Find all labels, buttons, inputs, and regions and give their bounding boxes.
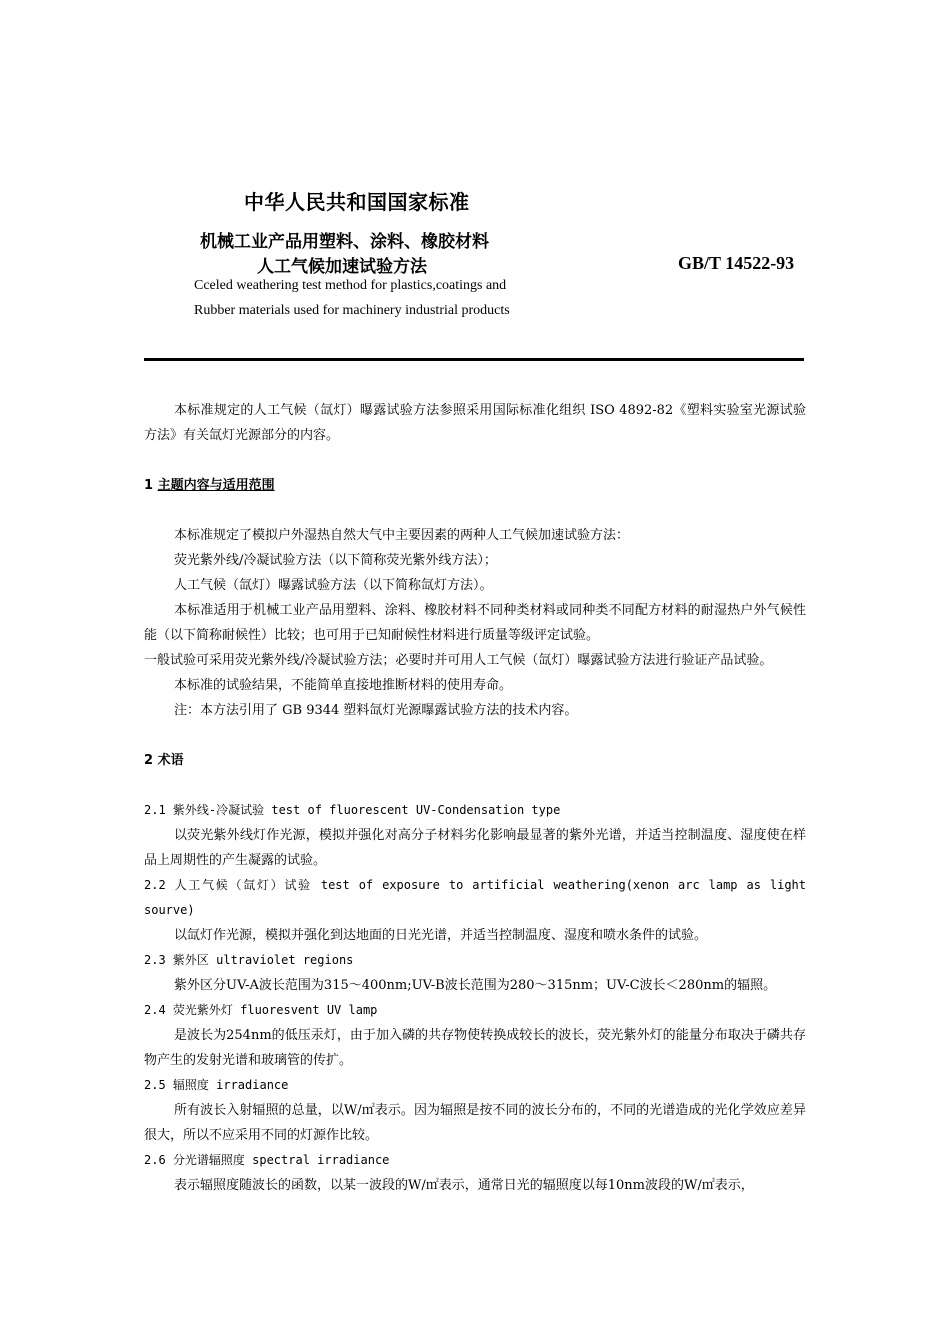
section-1-heading: 1 主题内容与适用范围: [144, 478, 275, 493]
term-2-4: 2.4 荧光紫外灯 fluoresvent UV lamp: [144, 1003, 378, 1017]
section-1-paragraph: 本标准规定了模拟户外湿热自然大气中主要因素的两种人工气候加速试验方法：: [174, 528, 630, 543]
section-1-paragraph: 本标准的试验结果，不能简单直接地推断材料的使用寿命。: [174, 678, 513, 693]
section-1-paragraph: 人工气候（氙灯）曝露试验方法（以下简称氙灯方法）。: [174, 578, 493, 593]
english-title-line2: Rubber materials used for machinery industrial products: [194, 303, 510, 318]
term-2-1: 2.1 紫外线-冷凝试验 test of fluorescent UV-Condensation type: [144, 803, 561, 817]
section-1-title: 主题内容与适用范围: [157, 478, 275, 493]
section-2-heading: 2 术语: [144, 753, 184, 768]
english-title-line1: Cceled weathering test method for plastics,coatings and: [194, 278, 507, 293]
section-1-paragraph: 荧光紫外线/冷凝试验方法（以下简称荧光紫外线方法）；: [174, 553, 497, 568]
term-2-5: 2.5 辐照度 irradiance: [144, 1078, 289, 1092]
term-2-3: 2.3 紫外区 ultraviolet regions: [144, 953, 354, 967]
definition-2-5: 所有波长入射辐照的总量，以W/㎡表示。因为辐照是按不同的波长分布的，不同的光谱造成的光化学效应差异很大，所以不应采用不同的灯源作比较。: [144, 1103, 806, 1143]
definition-2-2: 以氙灯作光源，模拟并强化到达地面的日光光谱，并适当控制温度、湿度和喷水条件的试验。: [174, 928, 708, 943]
header-divider: [144, 358, 804, 361]
standard-code: GB/T 14522-93: [678, 253, 795, 273]
section-1-paragraph: 一般试验可采用荧光紫外线/冷凝试验方法；必要时并可用人工气候（氙灯）曝露试验方法进行验证产品试验。: [144, 653, 773, 668]
definition-2-1: 以荧光紫外线灯作光源，模拟并强化对高分子材料劣化影响最显著的紫外光谱，并适当控制温度、湿度使在样品上周期性的产生凝露的试验。: [144, 828, 806, 868]
intro-paragraph: 本标准规定的人工气候（氙灯）曝露试验方法参照采用国际标准化组织 ISO 4892-82《塑料实验室光源试验方法》有关氙灯光源部分的内容。: [144, 403, 806, 443]
standard-title: 中华人民共和国国家标准: [244, 190, 470, 214]
document-title-line2: 人工气候加速试验方法: [257, 257, 427, 277]
term-2-2: 2.2 人工气候（氙灯）试验 test of exposure to artificial weathering(xenon arc lamp as light sourve): [144, 878, 806, 917]
definition-2-3: 紫外区分UV-A波长范围为315～400nm;UV-B波长范围为280～315nm；UV-C波长＜280nm的辐照。: [174, 978, 777, 993]
document-title-line1: 机械工业产品用塑料、涂料、橡胶材料: [200, 232, 489, 252]
term-2-6: 2.6 分光谱辐照度 spectral irradiance: [144, 1153, 390, 1167]
section-1-note: 注：本方法引用了 GB 9344 塑料氙灯光源曝露试验方法的技术内容。: [174, 703, 578, 718]
section-1-paragraph: 本标准适用于机械工业产品用塑料、涂料、橡胶材料不同种类材料或同种类不同配方材料的耐湿热户外气候性能（以下简称耐候性）比较；也可用于已知耐候性材料进行质量等级评定试验。: [144, 603, 806, 643]
document-body: [144, 398, 806, 1198]
definition-2-6: 表示辐照度随波长的函数，以某一波段的W/㎡表示，通常日光的辐照度以每10nm波段的W/㎡表示，: [174, 1178, 754, 1193]
definition-2-4: 是波长为254nm的低压汞灯，由于加入磷的共存物使转换成较长的波长，荧光紫外灯的能量分布取决于磷共存物产生的发射光谱和玻璃管的传扩。: [144, 1028, 806, 1068]
